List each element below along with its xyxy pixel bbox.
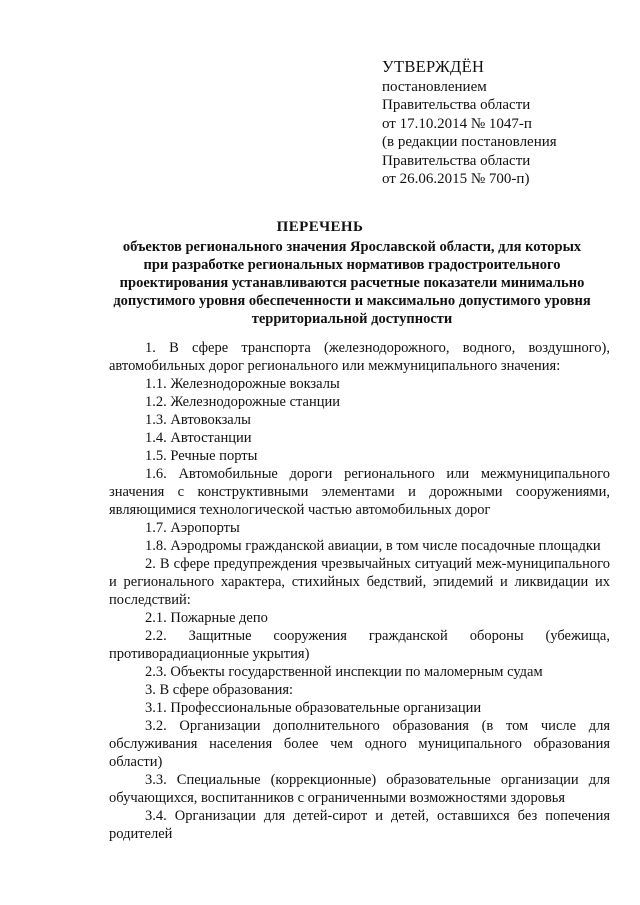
subtitle-line: объектов регионального значения Ярославской области, для которых: [122, 239, 582, 255]
list-item: 1.1. Железнодорожные вокзалы: [145, 376, 340, 392]
approval-line: постановлением: [382, 78, 487, 95]
document-title: ПЕРЕЧЕНЬ: [276, 219, 364, 235]
list-item: 3.2. Организации дополнительного образования (в том числе для обслуживания населения более чем одного муниципального образования области): [109, 718, 610, 770]
list-item: 2. В сфере предупреждения чрезвычайных ситуаций меж-муниципального и регионального характера, стихийных бедствий, эпидемий и ликвидации их последствий:: [109, 556, 610, 608]
approval-line: от 26.06.2015 № 700-п): [382, 171, 530, 187]
document-subtitle: [92, 238, 612, 328]
approval-line: от 17.10.2014 № 1047-п: [382, 115, 532, 132]
approval-line: Правительства области: [382, 152, 531, 169]
document-body: [109, 339, 610, 843]
subtitle-line: территориальной доступности: [251, 311, 453, 327]
approval-heading: УТВЕРЖДЁН: [382, 57, 485, 76]
subtitle-line: допустимого уровня обеспеченности и максимально допустимого уровня: [113, 293, 591, 309]
list-item: 3.3. Специальные (коррекционные) образовательные организации для обучающихся, воспитанников с ограниченными возможностями здоровья: [109, 772, 610, 806]
list-item: 1.4. Автостанции: [145, 430, 252, 446]
approval-block: [382, 58, 632, 189]
subtitle-line: проектирования устанавливаются расчетные показатели минимально: [119, 275, 585, 291]
list-item: 3.1. Профессиональные образовательные организации: [145, 700, 482, 716]
list-item: 1.2. Железнодорожные станции: [145, 394, 341, 410]
subtitle-line: при разработке региональных нормативов градостроительного: [143, 257, 561, 273]
list-item: 1.5. Речные порты: [145, 448, 258, 464]
list-item: 3. В сфере образования:: [145, 682, 294, 698]
list-item: 1.7. Аэропорты: [145, 520, 240, 536]
approval-line: (в редакции постановления: [382, 134, 557, 150]
list-item: 2.2. Защитные сооружения гражданской обороны (убежища, противорадиационные укрытия): [109, 628, 610, 662]
list-item: 1.8. Аэродромы гражданской авиации, в том числе посадочные площадки: [145, 538, 601, 554]
list-item: 2.3. Объекты государственной инспекции по маломерным судам: [145, 664, 543, 680]
list-item: 2.1. Пожарные депо: [145, 610, 268, 626]
list-item: 1. В сфере транспорта (железнодорожного, водного, воздушного), автомобильных дорог регионального или межмуниципального значения:: [109, 340, 610, 374]
list-item: 3.4. Организации для детей-сирот и детей, оставшихся без попечения родителей: [109, 808, 610, 842]
list-item: 1.6. Автомобильные дороги регионального или межмуниципального значения с конструктивными элементами и дорожными сооружениями, являющимися технологической частью автомобильных дорог: [109, 466, 610, 518]
approval-line: Правительства области: [382, 97, 531, 113]
list-item: 1.3. Автовокзалы: [145, 412, 251, 428]
